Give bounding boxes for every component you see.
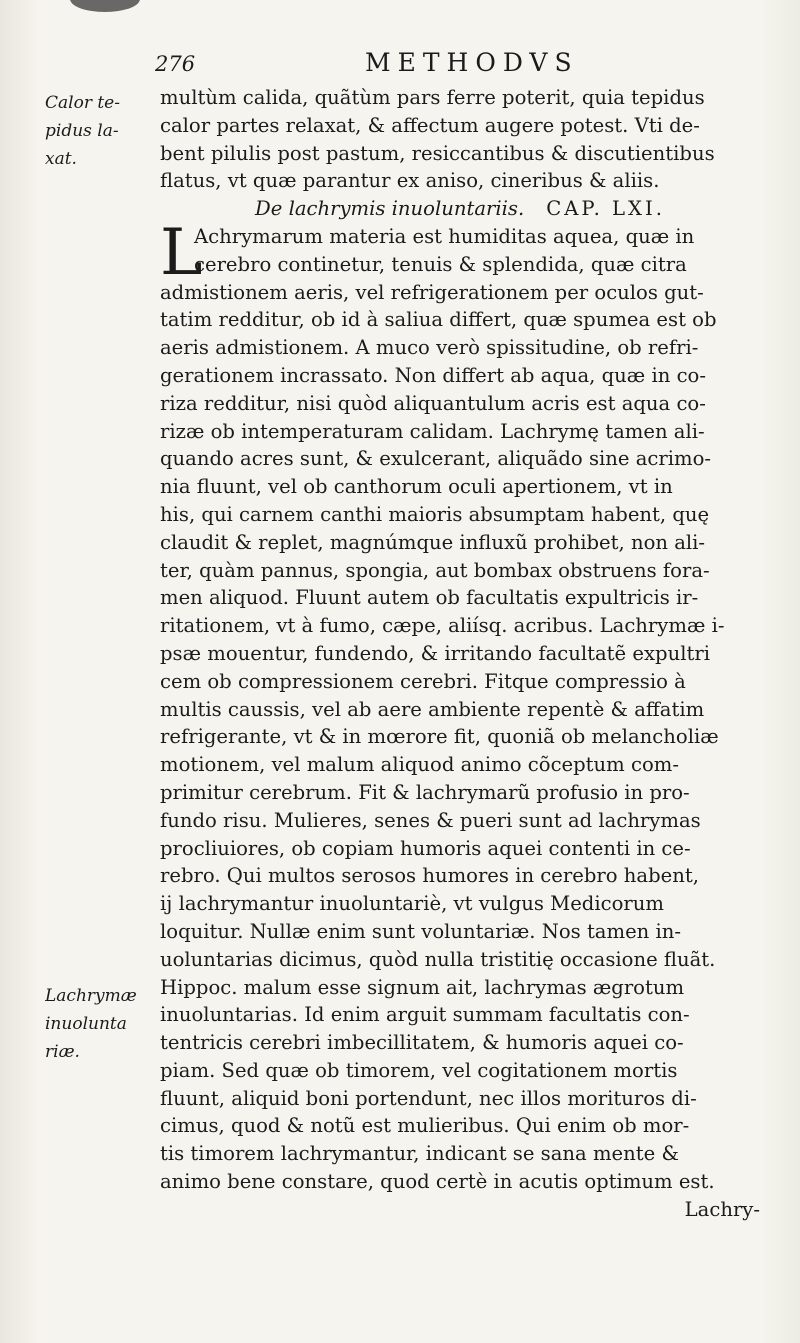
chapter-lines (160, 279, 760, 1196)
text-line: primitur cerebrum. Fit & lachrymarũ profusio in pro- (160, 780, 690, 804)
margin-note-line: xat. (45, 148, 77, 169)
drop-cap: L (160, 215, 203, 290)
text-line: ritationem, vt à fumo, cæpe, aliísq. acribus. Lachrymæ i- (160, 614, 725, 638)
chapter-body (160, 215, 760, 1224)
text-line: Achrymarum materia est humiditas aquea, quæ in (194, 224, 695, 248)
text-line: cerebro continetur, tenuis & splendida, quæ citra (194, 252, 687, 276)
text-line: riza redditur, nisi quòd aliquantulum acris est aqua co- (160, 391, 706, 415)
page-header (155, 48, 755, 84)
text-line: cimus, quod & notũ est mulieribus. Qui enim ob mor- (160, 1114, 690, 1138)
text-line: gerationem incrassato. Non differt ab aqua, quæ in co- (160, 363, 706, 387)
text-line: tis timorem lachrymantur, indicant se sana mente & (160, 1142, 679, 1166)
text-line: aeris admistionem. A muco verò spissitudine, ob refri- (160, 336, 699, 360)
chapter-number: CAP. LXI. (546, 197, 665, 221)
running-head: METHODVS (365, 48, 579, 77)
margin-note-calor (45, 92, 160, 175)
ink-blot (70, 0, 140, 12)
text-line: fluunt, aliquid boni portendunt, nec illos morituros di- (160, 1086, 697, 1110)
text-line: his, qui carnem canthi maioris absumptam habent, quę (160, 502, 710, 526)
catchword: Lachry- (684, 1197, 760, 1221)
margin-note-line: Lachrymæ (45, 986, 137, 1006)
text-line: uoluntarias dicimus, quòd nulla tristitię occasione fluãt. (160, 947, 716, 971)
text-line: animo bene constare, quod certè in acutis optimum est. (160, 1170, 715, 1194)
text-line: procliuiores, ob copiam humoris aquei contenti in ce- (160, 836, 691, 860)
text-line: psæ mouentur, fundendo, & irritando facultatẽ expultri (160, 641, 710, 665)
margin-note-line: riæ. (45, 1041, 80, 1062)
margin-note-line: inuolunta (45, 1013, 127, 1034)
main-text-column (160, 84, 760, 1224)
chapter-heading (160, 195, 760, 223)
text-line: multùm calida, quãtùm pars ferre poterit, quia tepidus (160, 86, 705, 109)
text-line: calor partes relaxat, & affectum augere potest. Vti de- (160, 113, 700, 137)
text-line: multis caussis, vel ab aere ambiente repentè & affatim (160, 697, 705, 721)
margin-note-line: Calor te- (45, 93, 120, 113)
chapter-title: De lachrymis inuoluntariis. (255, 197, 525, 221)
text-line: nia fluunt, vel ob canthorum oculi apertionem, vt in (160, 475, 673, 499)
text-line: motionem, vel malum aliquod animo cõceptum com- (160, 753, 679, 777)
text-line: piam. Sed quæ ob timorem, vel cogitationem mortis (160, 1058, 678, 1082)
text-line: ter, quàm pannus, spongia, aut bombax obstruens fora- (160, 558, 710, 582)
margin-note-line: pidus la- (45, 120, 119, 141)
text-line: fundo risu. Mulieres, senes & pueri sunt ad lachrymas (160, 808, 701, 832)
text-line: rizæ ob intemperaturam calidam. Lachrymę tamen ali- (160, 419, 705, 443)
text-line: refrigerante, vt & in mœrore fit, quoniã ob melancholiæ (160, 725, 719, 749)
text-line: quando acres sunt, & exulcerant, aliquãdo sine acrimo- (160, 447, 711, 471)
continued-paragraph (160, 84, 760, 195)
text-line: flatus, vt quæ parantur ex aniso, cineribus & aliis. (160, 169, 660, 193)
text-line: men aliquod. Fluunt autem ob facultatis expultricis ir- (160, 586, 699, 610)
text-line: ij lachrymantur inuoluntariè, vt vulgus Medicorum (160, 892, 664, 916)
text-line: inuoluntarias. Id enim arguit summam facultatis con- (160, 1003, 690, 1027)
text-line: tentricis cerebri imbecillitatem, & humoris aquei co- (160, 1031, 684, 1055)
text-line: cem ob compressionem cerebri. Fitque compressio à (160, 669, 686, 693)
page-number: 276 (155, 52, 196, 76)
text-line: claudit & replet, magnúmque influxũ prohibet, non ali- (160, 530, 706, 554)
text-line: Hippoc. malum esse signum ait, lachrymas ægrotum (160, 975, 685, 999)
text-line: loquitur. Nullæ enim sunt voluntariæ. Nos tamen in- (160, 919, 682, 943)
text-line: bent pilulis post pastum, resiccantibus & discutientibus (160, 141, 715, 165)
text-line: rebro. Qui multos serosos humores in cerebro habent, (160, 864, 699, 888)
margin-note-lachrymae (45, 985, 160, 1068)
text-line: admistionem aeris, vel refrigerationem per oculos gut- (160, 280, 704, 304)
text-line: tatim redditur, ob id à saliua differt, quæ spumea est ob (160, 308, 717, 332)
